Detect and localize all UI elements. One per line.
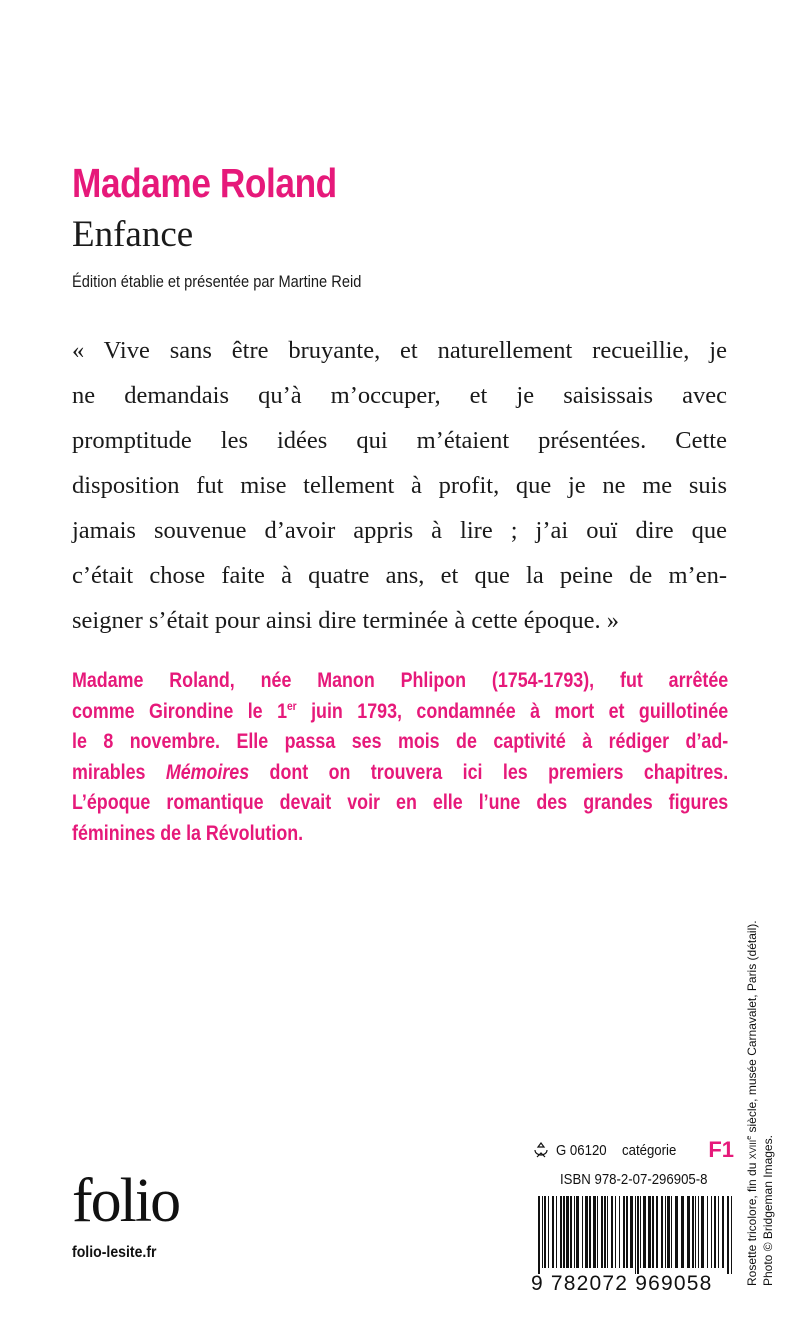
barcode-bar xyxy=(640,1196,641,1268)
barcode-bar xyxy=(707,1196,708,1268)
barcode-bar xyxy=(671,1196,672,1268)
memoires-title: Mémoires xyxy=(165,760,250,784)
quote-line: « Vive sans être bruyante, et naturellement recueillie, je xyxy=(72,337,727,364)
summary-line: comme Girondine le 1er juin 1793, condamnée à mort et guillotinée xyxy=(72,698,729,723)
barcode-bar xyxy=(560,1196,562,1268)
quote-line: jamais souvenue d’avoir appris à lire ; j’ai ouï dire que xyxy=(72,517,727,544)
book-summary xyxy=(72,666,728,849)
barcode-bar xyxy=(643,1196,646,1268)
barcode-bar xyxy=(619,1196,620,1268)
book-title: Enfance xyxy=(72,214,194,255)
summary-line: mirables Mémoires dont on trouvera ici les premiers chapitres. xyxy=(72,760,729,784)
folio-logo: folio xyxy=(72,1167,180,1235)
barcode-bar xyxy=(637,1196,639,1274)
barcode-bar xyxy=(652,1196,654,1268)
summary-line: Madame Roland, née Manon Phlipon (1754-1793), fut arrêtée xyxy=(72,669,729,692)
barcode-bar xyxy=(630,1196,633,1268)
summary-line: L’époque romantique devait voir en elle l’une des grandes figures xyxy=(72,791,729,814)
barcode-bar xyxy=(597,1196,598,1268)
barcode-bar xyxy=(731,1196,732,1274)
quote-line: c’était chose faite à quatre ans, et que la peine de m’en- xyxy=(72,562,727,589)
barcode-bar xyxy=(626,1196,628,1268)
barcode-bar xyxy=(722,1196,724,1268)
barcode-bar xyxy=(611,1196,613,1268)
barcode-bar xyxy=(675,1196,678,1268)
barcode-digits: 9 782072 969058 xyxy=(531,1272,713,1295)
credit-line: Photo © Bridgeman Images. xyxy=(761,1135,775,1286)
publisher-website: folio-lesite.fr xyxy=(72,1244,157,1261)
barcode-bar xyxy=(544,1196,546,1268)
author-name: Madame Roland xyxy=(72,160,337,206)
summary-line: féminines de la Révolution. xyxy=(72,821,304,845)
excerpt-quote xyxy=(72,328,727,643)
barcode-bar xyxy=(615,1196,616,1268)
recycle-ornament-icon xyxy=(532,1141,550,1159)
barcode-bar xyxy=(665,1196,666,1268)
barcode-bar xyxy=(656,1196,658,1268)
ordinal-superscript: er xyxy=(286,698,297,713)
edition-credit: Édition établie et présentée par Martine Reid xyxy=(72,272,362,291)
quote-line: promptitude les idées qui m’étaient présentées. Cette xyxy=(72,427,727,454)
barcode-bar xyxy=(607,1196,608,1268)
barcode-bar xyxy=(585,1196,588,1268)
barcode-bar xyxy=(718,1196,719,1268)
barcode-bar xyxy=(635,1196,636,1274)
barcode-bar xyxy=(692,1196,694,1268)
photo-credits xyxy=(742,920,776,1286)
barcode-bar xyxy=(727,1196,729,1274)
barcode xyxy=(538,1196,734,1274)
summary-line: le 8 novembre. Elle passa ses mois de captivité à rédiger d’ad- xyxy=(72,730,729,753)
category-label: catégorie xyxy=(621,1141,676,1159)
barcode-bar xyxy=(570,1196,572,1268)
quote-line: disposition fut mise tellement à profit, que je ne me suis xyxy=(72,472,727,499)
barcode-bar xyxy=(538,1196,540,1274)
barcode-bar xyxy=(667,1196,670,1268)
barcode-bar xyxy=(661,1196,663,1268)
quote-line: seigner s’était pour ainsi dire terminée à cette époque. » xyxy=(72,607,619,634)
barcode-bar xyxy=(582,1196,583,1268)
barcode-bar xyxy=(714,1196,716,1268)
barcode-bar xyxy=(681,1196,684,1268)
barcode-bar xyxy=(648,1196,651,1268)
barcode-bar xyxy=(604,1196,606,1268)
barcode-bar xyxy=(589,1196,591,1268)
barcode-bar xyxy=(698,1196,699,1268)
isbn: ISBN 978-2-07-296905-8 xyxy=(560,1171,708,1188)
barcode-bar xyxy=(601,1196,603,1268)
barcode-bar xyxy=(542,1196,543,1268)
barcode-bar xyxy=(563,1196,565,1268)
barcode-bar xyxy=(711,1196,712,1268)
product-codes xyxy=(532,1138,734,1162)
quote-line: ne demandais qu’à m’occuper, et je saisissais avec xyxy=(72,382,727,409)
barcode-bar xyxy=(576,1196,579,1268)
g-code: G 06120 xyxy=(556,1141,607,1159)
barcode-bar xyxy=(623,1196,625,1268)
code-line xyxy=(532,1138,734,1162)
barcode-bar xyxy=(701,1196,704,1268)
barcode-bar xyxy=(548,1196,549,1268)
barcode-bar xyxy=(695,1196,696,1268)
barcode-bar xyxy=(687,1196,690,1268)
barcode-bar xyxy=(552,1196,554,1268)
credit-line: Rosette tricolore, fin du XVIIIe siècle, musée Carnavalet, Paris (détail). xyxy=(745,920,759,1286)
barcode-bar xyxy=(566,1196,569,1268)
barcode-bar xyxy=(593,1196,596,1268)
barcode-bar xyxy=(556,1196,557,1268)
barcode-bar xyxy=(574,1196,575,1268)
category-code: F1 xyxy=(708,1137,734,1162)
